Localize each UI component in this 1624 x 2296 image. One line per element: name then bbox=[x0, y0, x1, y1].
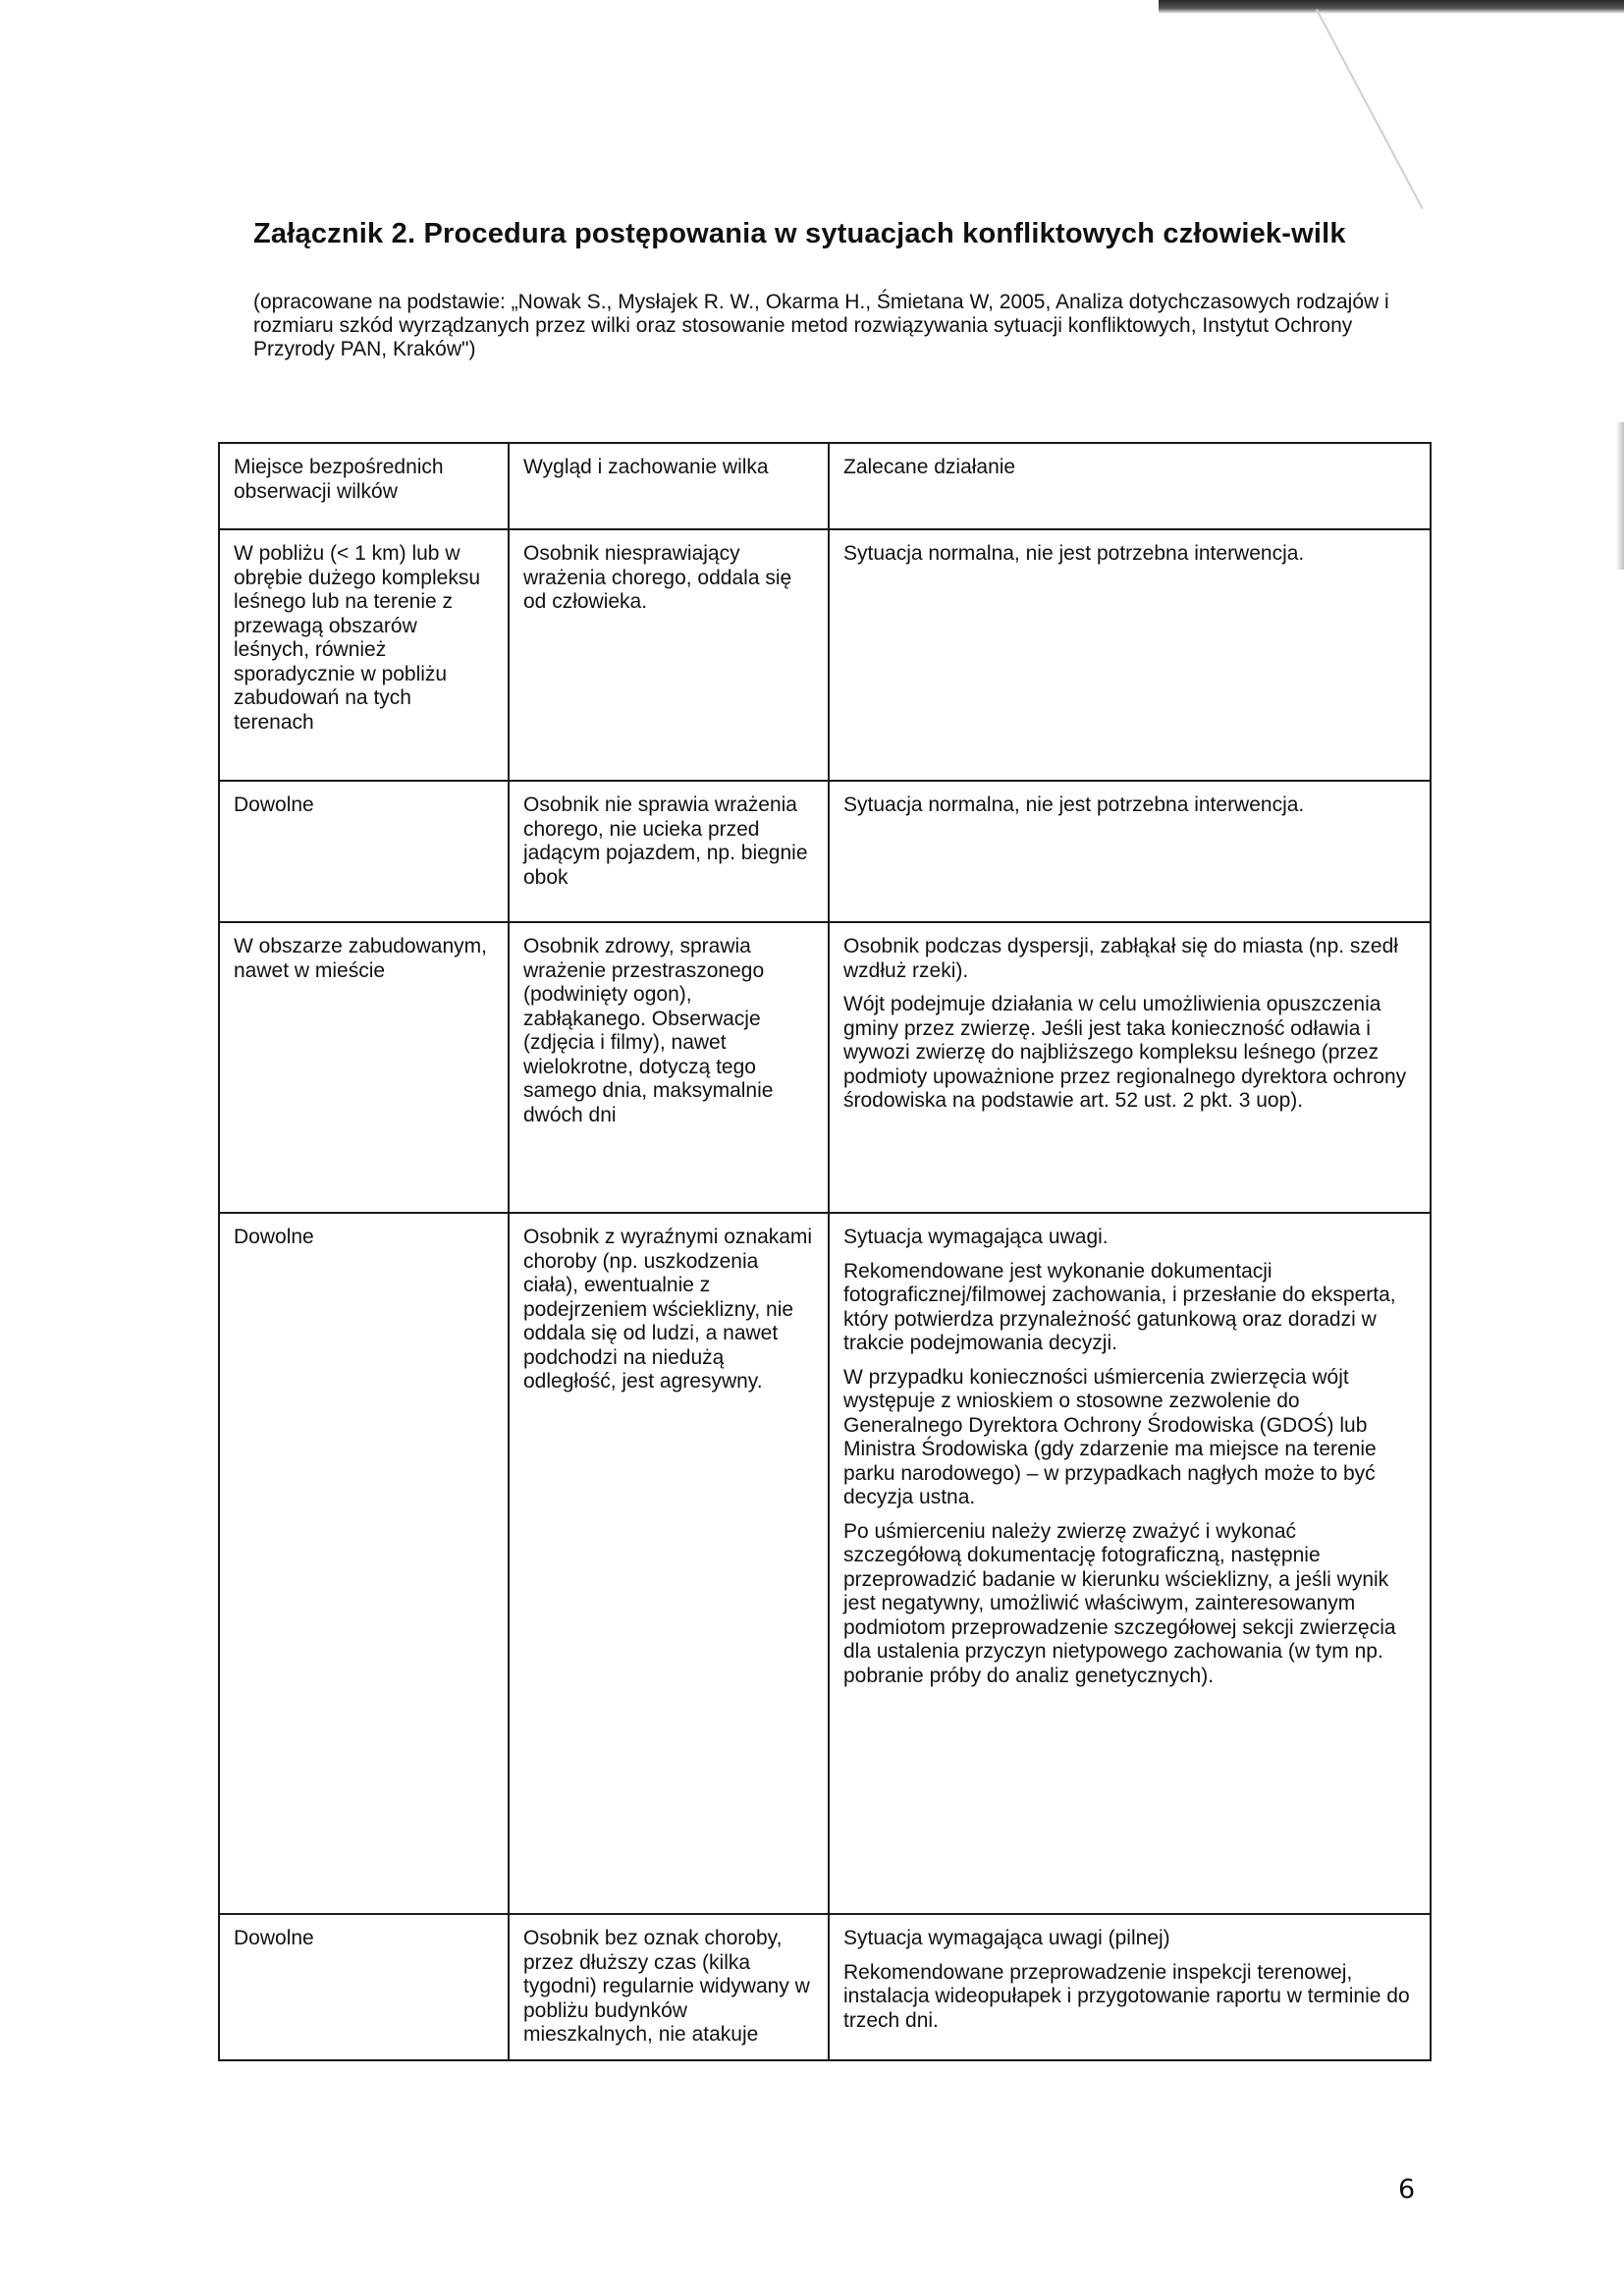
header-behavior: Wygląd i zachowanie wilka bbox=[509, 443, 829, 529]
action-paragraph: Po uśmierceniu należy zwierzę zważyć i wykonać szczegółową dokumentację fotograficzną, następnie przeprowadzić badanie w kierunku wścieklizny, a jeśli wynik jest negatywny, umożliwić właściwym, zainteresowanym podmiotom przeprowadzenie szczegółowej sekcji zwierzęcia dla ustalenia przyczyn nietypowego zachowania (w tym np. pobranie próby do analiz genetycznych). bbox=[843, 1519, 1396, 1687]
cell-action bbox=[829, 1213, 1431, 1914]
cell-action bbox=[829, 1914, 1431, 2060]
cell-action bbox=[829, 529, 1431, 781]
action-paragraph: Sytuacja normalna, nie jest potrzebna interwencja. bbox=[843, 542, 1305, 565]
action-paragraph: Sytuacja normalna, nie jest potrzebna interwencja. bbox=[843, 793, 1305, 816]
document-source-note: (opracowane na podstawie: „Nowak S., Mysłajek R. W., Okarma H., Śmietana W, 2005, Analiza dotychczasowych rodzajów i rozmiaru szkód wyrządzanych przez wilki oraz stosowanie metod rozwiązywania sytuacji konfliktowych, Instytut Ochrony Przyrody PAN, Kraków") bbox=[253, 291, 1389, 360]
cell-place: Dowolne bbox=[219, 781, 509, 922]
table-row bbox=[219, 922, 1431, 1213]
cell-place: Dowolne bbox=[219, 1914, 509, 2060]
cell-behavior: Osobnik z wyraźnymi oznakami choroby (np. uszkodzenia ciała), ewentualnie z podejrzeniem wścieklizny, nie oddala się od ludzi, a nawet podchodzi na niedużą odległość, jest agresywny. bbox=[509, 1213, 829, 1914]
action-paragraph: Wójt podejmuje działania w celu umożliwienia opuszczenia gminy przez zwierzę. Jeśli jest taka konieczność odławia i wywozi zwierzę do najbliższego kompleksu leśnego (przez podmioty upoważnione przez regionalnego dyrektora ochrony środowiska na podstawie art. 52 ust. 2 pkt. 3 uop). bbox=[843, 993, 1407, 1112]
cell-place: Dowolne bbox=[219, 1213, 509, 1914]
scan-shadow-top bbox=[1159, 0, 1624, 14]
scan-shadow-right bbox=[1616, 422, 1624, 570]
cell-behavior: Osobnik bez oznak choroby, przez dłuższy czas (kilka tygodni) regularnie widywany w pobliżu budynków mieszkalnych, nie atakuje bbox=[509, 1914, 829, 2060]
cell-behavior: Osobnik nie sprawia wrażenia chorego, nie ucieka przed jadącym pojazdem, np. biegnie obok bbox=[509, 781, 829, 922]
table-row bbox=[219, 1914, 1431, 2060]
scan-fold-line bbox=[1316, 9, 1424, 209]
cell-behavior: Osobnik niesprawiający wrażenia chorego, oddala się od człowieka. bbox=[509, 529, 829, 781]
action-paragraph: W przypadku konieczności uśmiercenia zwierzęcia wójt występuje z wnioskiem o stosowne zezwolenie do Generalnego Dyrektora Ochrony Środowiska (GDOŚ) lub Ministra Środowiska (gdy zdarzenie ma miejsce na terenie parku narodowego) – w przypadkach nagłych może to być decyzja ustna. bbox=[843, 1365, 1377, 1508]
header-place: Miejsce bezpośrednich obserwacji wilków bbox=[219, 443, 509, 529]
action-paragraph: Sytuacja wymagająca uwagi (pilnej) bbox=[843, 1927, 1170, 1949]
table-row bbox=[219, 529, 1431, 781]
cell-place: W obszarze zabudowanym, nawet w mieście bbox=[219, 922, 509, 1213]
procedure-table bbox=[218, 442, 1432, 2061]
action-paragraph: Sytuacja wymagająca uwagi. bbox=[843, 1226, 1109, 1248]
table-row bbox=[219, 781, 1431, 922]
cell-action bbox=[829, 922, 1431, 1213]
action-paragraph: Rekomendowane przeprowadzenie inspekcji terenowej, instalacja wideopułapek i przygotowanie raportu w terminie do trzech dni. bbox=[843, 1960, 1410, 2032]
cell-action bbox=[829, 781, 1431, 922]
table-row bbox=[219, 1213, 1431, 1914]
action-paragraph: Rekomendowane jest wykonanie dokumentacji fotograficznej/filmowej zachowania, i przesłanie do eksperta, który potwierdza przynależność gatunkową oraz doradzi w trakcie podejmowania decyzji. bbox=[843, 1259, 1396, 1354]
table-header-row bbox=[219, 443, 1431, 529]
action-paragraph: Osobnik podczas dyspersji, zabłąkał się do miasta (np. szedł wzdłuż rzeki). bbox=[843, 935, 1398, 982]
cell-behavior: Osobnik zdrowy, sprawia wrażenie przestraszonego (podwinięty ogon), zabłąkanego. Obserwacje (zdjęcia i filmy), nawet wielokrotne, dotyczą tego samego dnia, maksymalnie dwóch dni bbox=[509, 922, 829, 1213]
page-number: 6 bbox=[1398, 2174, 1416, 2205]
cell-place: W pobliżu (< 1 km) lub w obrębie dużego kompleksu leśnego lub na terenie z przewagą obszarów leśnych, również sporadycznie w pobliżu zabudowań na tych terenach bbox=[219, 529, 509, 781]
header-action: Zalecane działanie bbox=[829, 443, 1431, 529]
document-title: Załącznik 2. Procedura postępowania w sytuacjach konfliktowych człowiek-wilk bbox=[253, 218, 1346, 249]
